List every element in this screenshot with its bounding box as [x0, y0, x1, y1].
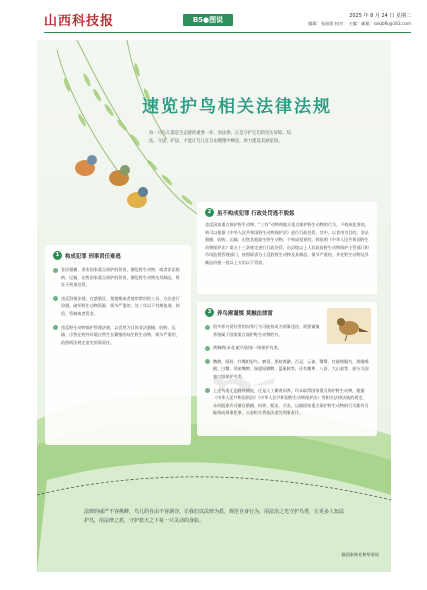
bunting-bird-icon — [327, 308, 371, 344]
section-3-number: 3 — [205, 308, 214, 317]
section-3-item: 很多养鸟爱好者的饲养行为可能构成为刑事违法，需要谨慎养殖属于国家重点保护野生动物的鸟。 — [205, 323, 321, 338]
section-1-heading — [53, 251, 183, 260]
section-badge: B5●图说 — [183, 14, 233, 26]
section-3-card — [197, 302, 377, 436]
bird-photo — [327, 308, 371, 344]
section-2-number: 2 — [205, 208, 214, 217]
section-1-item: 违反狩猎法规，在禁猎区、禁猎期或者使用禁用的工具、方法进行狩猎，破坏野生动物资源，情节严重的，处三年以下有期徒刑、拘役、管制或者罚金。 — [53, 295, 183, 318]
editor-info: 编辑：张丽霞 校对： 主编：邮箱：sxkjbfk@163.com — [308, 21, 411, 26]
section-1-number: 1 — [53, 251, 62, 260]
newspaper-header — [0, 0, 427, 36]
section-2-heading — [205, 208, 369, 217]
section-1-item: 违反野生动物保护管理法规，以食用为目的非法猎捕、收购、运输、出售在野外环境自然生长繁殖的陆生野生动物，情节严重的，依照刑法规定追究刑事责任。 — [53, 324, 183, 347]
page-title: 速览护鸟相关法律法规 — [142, 97, 332, 117]
source-credit: 据国家林业和草原局 — [341, 552, 379, 557]
closing-note: 法律的威严不容挑衅，鸟儿的自由不容剥夺。让我们以法律为盾，规范自身行为，用法治之光守护鸟类，让更多人知法护鸟，用法律之盾，守护蓝天之下每一只灵动的身影。 — [84, 509, 345, 524]
section-3-item: 上述鸟类无论野外捕捉，还是人工繁育饲养，均未取得国家重点保护野生动物，根据《中华人民共和国刑法》《中华人民共和国野生动物保护法》等相关法律法规的规定，未经批准许可擅自猎捕、饲养、贩卖、买卖、运输国家重点保护野生动物的行为都有可能构成刑事犯罪，公安机关将依法追究刑事责任。 — [205, 387, 369, 417]
section-2-title: 虽不构成犯罪 行政处罚逃不脱惩 — [217, 210, 295, 217]
section-1-card — [45, 245, 191, 445]
section-3-item: 鹦鹉、画眉、红嘴相思鸟、鹩哥、黑枕黄鹂、百灵、云雀、鹭鸶、红胁绣眼鸟、黑喉噪鹛、白鹭、领雀嘴鹎、绿翅短脚鹎、蓝矶鸫等，还有鹰隼、八哥、大山雀等，部分为国家二级保护鸟类。 — [205, 358, 369, 381]
section-3-title: 养鸟需谨慎 莫触法律雷 — [217, 310, 273, 317]
section-3-item: 黄胸鹀(禾花雀)为国家一级保护鸟类。 — [205, 344, 321, 352]
intro-text: 每一只鸟儿都是生态链的重要一环，而法律，正是守护它们的坚实屏障。知法、守法、护法，才能让鸟儿在自由翱翔中栖息，助力建设美丽家园。 — [149, 131, 291, 144]
feature-page — [37, 40, 391, 572]
issue-date: 2025 年 8 月 24 日 星期二 — [349, 13, 411, 19]
section-1-item: 非法猎捕、杀害国家重点保护的珍贵、濒危野生动物，或者非法收购、运输、出售国家重点保护的珍贵、濒危野生动物及其制品，将处于刑事处罚。 — [53, 266, 183, 289]
section-2-card — [197, 202, 377, 294]
section-1-title: 构成犯罪 刑事责任难逃 — [65, 253, 121, 260]
newspaper-logo: 山西科技报 — [44, 14, 115, 29]
section-2-text: 违反国家重点保护野生动物、“三有”动物和地方重点保护野生动物的行为，不构成犯罪的，则可以根据《中华人民共和国野生动物保护法》进行行政处罚。其中，以食用为目的，非法猎捕、收购、运输、出售其他陆生野生动物，不构成犯罪的，则依照《中华人民共和国野生动物保护法》第五十三条规定进行行政处罚。由县级以上人民政府野生动物保护主管部门和市场监督管理部门，按照职责分工没收野生动物及其制品，情节严重的，并处野生动物及其制品价值一倍以上五倍以下罚款。 — [205, 222, 369, 265]
header-divider — [44, 32, 411, 33]
